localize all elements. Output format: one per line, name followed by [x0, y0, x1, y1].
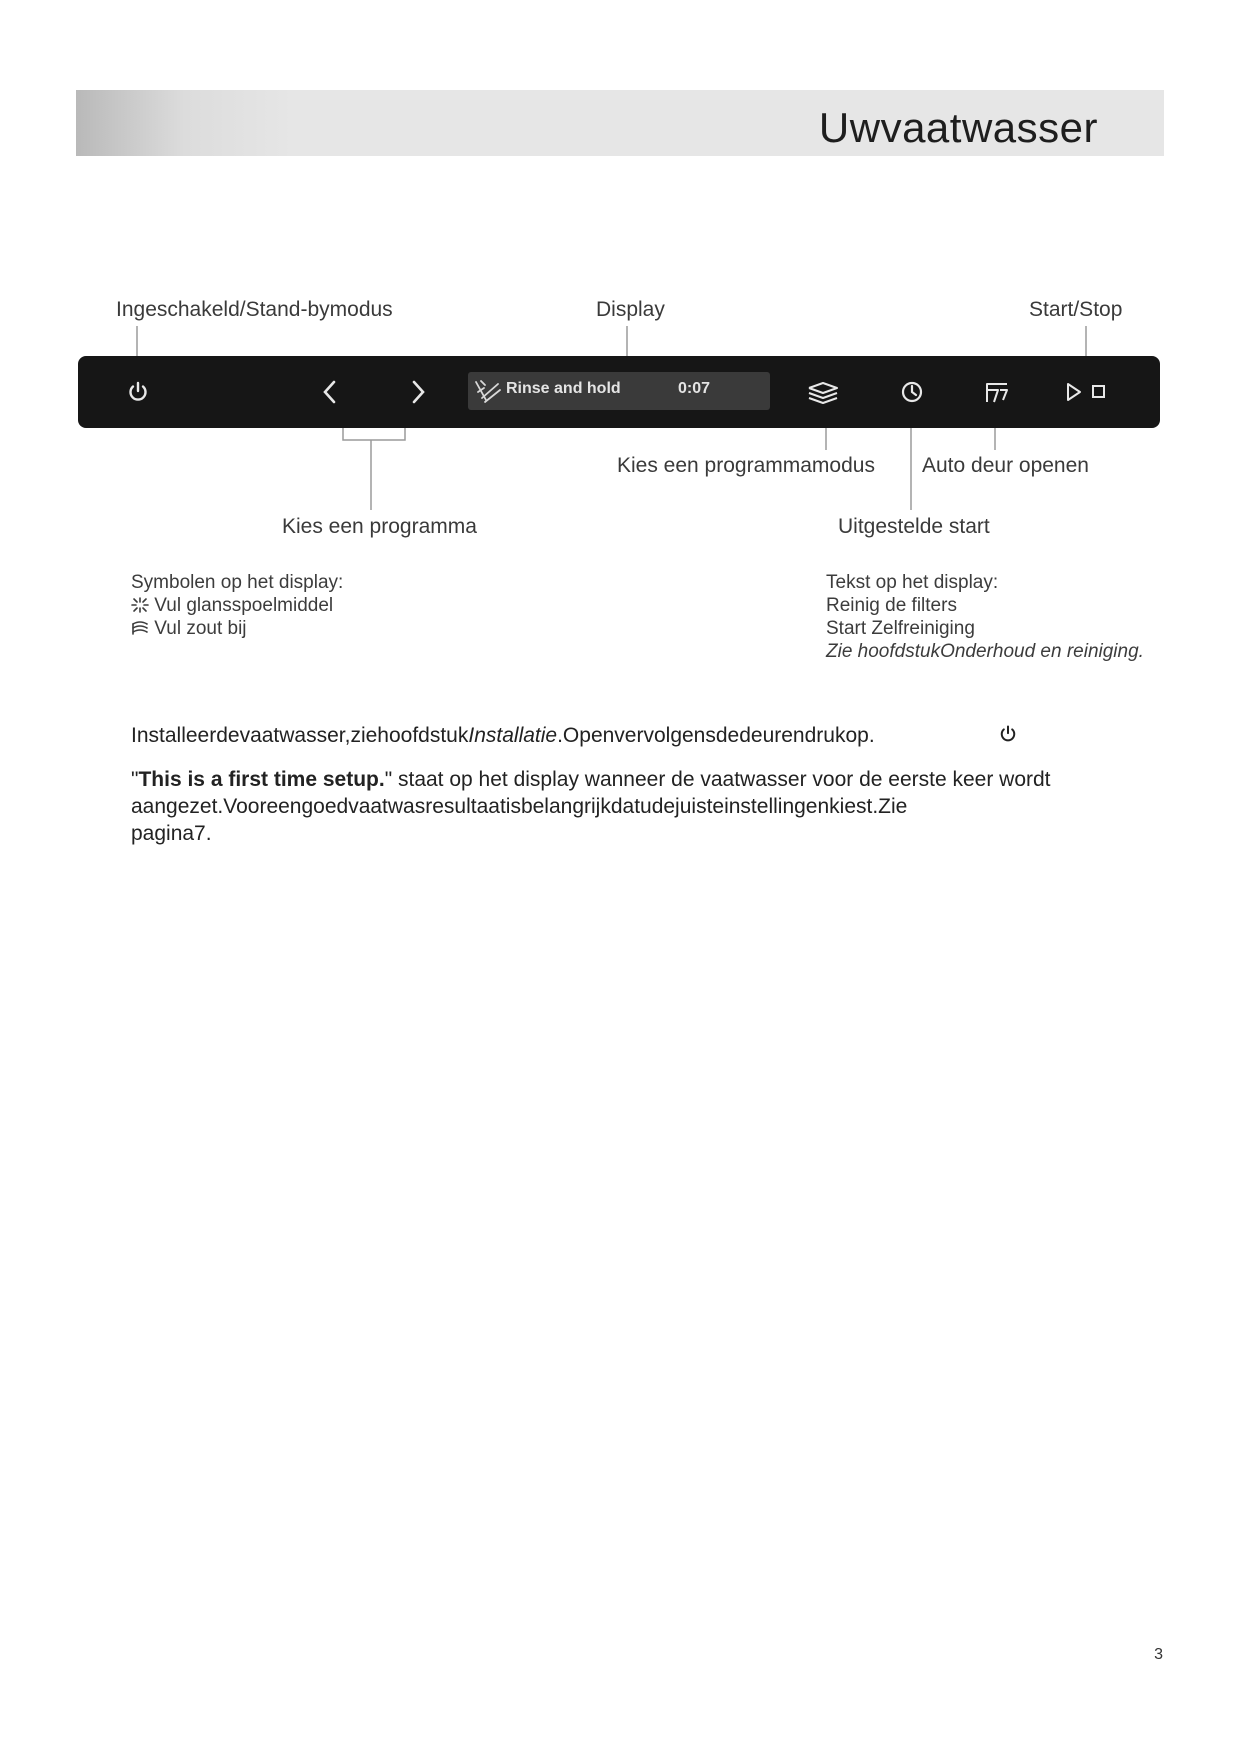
- paragraph-first-setup-quote: ": [131, 768, 139, 791]
- page-title: Uwvaatwasser: [818, 104, 1098, 151]
- stop-icon[interactable]: [1090, 382, 1108, 402]
- rinse-aid-label: Vul glansspoelmiddel: [154, 595, 334, 616]
- chevron-left-icon[interactable]: [320, 379, 340, 405]
- callout-delayed-start-label: Uitgestelde start: [838, 515, 990, 538]
- symbols-note: [131, 571, 343, 640]
- salt-label: Vul zout bij: [154, 618, 247, 639]
- text-note-line-1: Reinig de filters: [826, 595, 957, 616]
- text-note: [826, 571, 1144, 663]
- power-icon: [998, 724, 1018, 744]
- chevron-right-icon[interactable]: [408, 379, 428, 405]
- first-setup-message: This is a first time setup.: [138, 768, 385, 791]
- callout-program-mode-label: Kies een programmamodus: [617, 454, 875, 477]
- paragraph-installation-part-a: Installeerdevaatwasser,ziehoofdstuk: [131, 724, 469, 747]
- callout-choose-program-label: Kies een programma: [282, 515, 477, 538]
- control-panel-diagram: [0, 0, 1241, 700]
- salt-icon: [131, 620, 149, 636]
- door-open-icon[interactable]: [984, 380, 1010, 404]
- paragraph-first-setup-rest: " staat op het display wanneer de vaatwasser voor de eerste keer wordt: [384, 768, 1051, 791]
- text-note-heading: Tekst op het display:: [826, 572, 999, 593]
- program-mode-icon[interactable]: [806, 380, 840, 404]
- paragraph-first-setup-line-2: aangezet.Vooreengoedvaatwasresultaatisbelangrijkdatudejuisteinstellingenkiest.Zie: [131, 795, 908, 818]
- page-number: 3: [1154, 1646, 1163, 1663]
- play-icon[interactable]: [1064, 380, 1084, 404]
- rinse-aid-icon: [131, 597, 149, 613]
- power-icon[interactable]: [126, 380, 150, 404]
- paragraph-installation: [131, 722, 1131, 749]
- callout-power-label: Ingeschakeld/Stand-bymodus: [116, 298, 393, 321]
- control-panel: [78, 356, 1160, 428]
- callout-start-stop-label: Start/Stop: [1029, 298, 1123, 321]
- paragraph-first-setup-line-3: pagina7.: [131, 822, 212, 845]
- rinse-program-icon: [472, 378, 502, 406]
- display-time: 0:07: [678, 380, 711, 397]
- text-note-line-3: Zie hoofdstukOnderhoud en reiniging.: [826, 641, 1144, 662]
- paragraph-installation-part-b: .Openvervolgensdedeurendrukop.: [557, 724, 875, 747]
- callout-auto-door-label: Auto deur openen: [922, 454, 1089, 477]
- display-program-name: Rinse and hold: [506, 380, 621, 397]
- clock-icon[interactable]: [900, 380, 924, 404]
- text-note-line-2: Start Zelfreiniging: [826, 618, 975, 639]
- callout-display-label: Display: [596, 298, 665, 321]
- display-screen: [468, 372, 770, 410]
- paragraph-first-setup: [131, 766, 1131, 847]
- symbols-note-heading: Symbolen op het display:: [131, 572, 344, 593]
- paragraph-installation-link: Installatie: [468, 724, 558, 747]
